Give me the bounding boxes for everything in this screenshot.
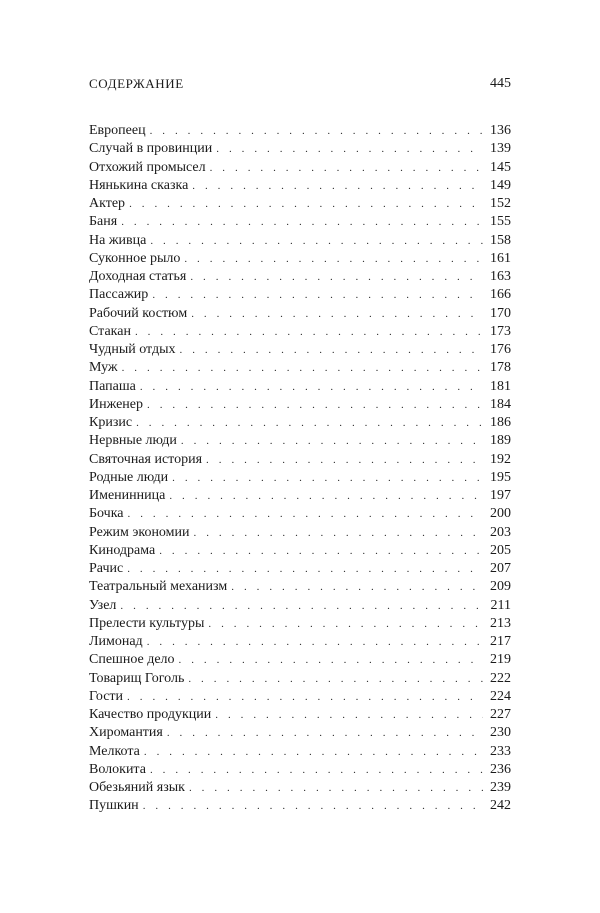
toc-entry-page: 242 bbox=[490, 798, 511, 814]
dot-leader bbox=[150, 761, 483, 779]
toc-entry bbox=[89, 396, 511, 414]
dot-leader bbox=[179, 651, 483, 669]
toc-entry bbox=[89, 232, 511, 250]
toc-entry bbox=[89, 451, 511, 469]
toc-entry-page: 219 bbox=[490, 652, 511, 668]
dot-leader bbox=[172, 469, 483, 487]
toc-entry-page: 205 bbox=[490, 542, 511, 558]
toc-entry bbox=[89, 560, 511, 578]
dot-leader bbox=[150, 122, 483, 140]
toc-entry-title: Прелести культуры bbox=[89, 615, 205, 631]
toc-entry-page: 195 bbox=[490, 469, 511, 485]
dot-leader bbox=[120, 597, 483, 615]
dot-leader bbox=[127, 688, 483, 706]
toc-entry-page: 222 bbox=[490, 670, 511, 686]
toc-entry bbox=[89, 268, 511, 286]
toc-entry-page: 178 bbox=[490, 360, 511, 376]
dot-leader bbox=[231, 578, 483, 596]
dot-leader bbox=[127, 560, 483, 578]
toc-entry-title: Хиромантия bbox=[89, 725, 163, 741]
toc-entry bbox=[89, 341, 511, 359]
toc-entry-page: 203 bbox=[490, 524, 511, 540]
toc-entry-page: 186 bbox=[490, 415, 511, 430]
toc-entry-page: 161 bbox=[490, 250, 511, 266]
dot-leader bbox=[147, 633, 483, 651]
toc-entry-title: Спешное дело bbox=[89, 652, 175, 668]
toc-entry bbox=[89, 597, 511, 615]
toc-entry-page: 236 bbox=[490, 761, 511, 777]
toc-entry-title: Актер bbox=[89, 196, 126, 211]
toc-entry-page: 217 bbox=[490, 634, 511, 649]
toc-entry-page: 200 bbox=[490, 506, 511, 522]
dot-leader bbox=[152, 286, 483, 304]
toc-entry-title: Святочная история bbox=[89, 451, 203, 467]
toc-entry bbox=[89, 779, 511, 797]
toc-entry bbox=[89, 797, 511, 815]
toc-entry-page: 163 bbox=[490, 269, 511, 284]
toc-entry-title: Узел bbox=[89, 597, 117, 613]
dot-leader bbox=[136, 414, 483, 432]
dot-leader bbox=[128, 505, 483, 523]
toc-entry bbox=[89, 688, 511, 706]
toc-entry-title: Рабочий костюм bbox=[89, 305, 188, 321]
dot-leader bbox=[122, 359, 483, 377]
toc-entry-page: 181 bbox=[490, 378, 511, 394]
dot-leader bbox=[129, 195, 483, 213]
dot-leader bbox=[140, 378, 483, 396]
dot-leader bbox=[189, 779, 483, 797]
toc-entry-title: Товарищ Гоголь bbox=[89, 670, 185, 686]
dot-leader bbox=[216, 140, 483, 158]
dot-leader bbox=[215, 706, 483, 724]
dot-leader bbox=[144, 743, 483, 761]
toc-entry-page: 170 bbox=[490, 305, 511, 321]
dot-leader bbox=[206, 451, 483, 469]
toc-entry bbox=[89, 670, 511, 688]
dot-leader bbox=[159, 542, 483, 560]
toc-entry-title: Стакан bbox=[89, 323, 131, 339]
dot-leader bbox=[191, 305, 483, 323]
toc-entry bbox=[89, 378, 511, 396]
dot-leader bbox=[150, 232, 483, 250]
toc-entry bbox=[89, 305, 511, 323]
toc-entry-title: Кинодрама bbox=[89, 542, 156, 558]
toc-entry-title: Бочка bbox=[89, 506, 124, 522]
dot-leader bbox=[147, 396, 483, 414]
toc-entry bbox=[89, 633, 511, 651]
toc-entry-title: Рачис bbox=[89, 561, 124, 576]
toc-entry-page: 207 bbox=[490, 561, 511, 576]
toc-entry bbox=[89, 286, 511, 304]
dot-leader bbox=[188, 670, 483, 688]
toc-entry-title: Пушкин bbox=[89, 798, 139, 814]
toc-entry-title: Нервные люди bbox=[89, 433, 177, 449]
toc-entry-page: 230 bbox=[490, 725, 511, 741]
toc-entry bbox=[89, 524, 511, 542]
toc-entry bbox=[89, 195, 511, 213]
dot-leader bbox=[210, 159, 483, 177]
toc-entry-title: Чудный отдых bbox=[89, 342, 176, 357]
toc-entry-page: 227 bbox=[490, 707, 511, 722]
toc-entry bbox=[89, 469, 511, 487]
toc-entry-title: Суконное рыло bbox=[89, 250, 181, 266]
toc-entry-title: Режим экономии bbox=[89, 524, 190, 540]
toc-entry bbox=[89, 414, 511, 432]
toc-entry bbox=[89, 487, 511, 505]
toc-entry bbox=[89, 743, 511, 761]
toc-entry-page: 149 bbox=[490, 177, 511, 193]
dot-leader bbox=[121, 213, 483, 231]
toc-entry-title: На живца bbox=[89, 232, 147, 248]
dot-leader bbox=[135, 323, 483, 341]
toc-entry-title: Пассажир bbox=[89, 287, 149, 303]
toc-entry-page: 224 bbox=[490, 688, 511, 704]
toc-entry-title: Мелкота bbox=[89, 743, 140, 759]
toc-entry-page: 197 bbox=[490, 488, 511, 503]
toc-entry bbox=[89, 159, 511, 177]
toc-entry bbox=[89, 578, 511, 596]
dot-leader bbox=[194, 524, 483, 542]
dot-leader bbox=[181, 432, 483, 450]
toc-entry bbox=[89, 213, 511, 231]
toc-entry-page: 136 bbox=[490, 123, 511, 138]
dot-leader bbox=[167, 724, 483, 742]
toc-entry-title: Волокита bbox=[89, 761, 146, 777]
toc-entry-title: Кризис bbox=[89, 415, 133, 430]
toc-entry bbox=[89, 323, 511, 341]
toc-entry-page: 158 bbox=[490, 232, 511, 248]
toc-entry-title: Баня bbox=[89, 214, 118, 230]
toc-entry-page: 192 bbox=[490, 451, 511, 467]
toc-entry-page: 211 bbox=[490, 597, 511, 613]
toc-entry bbox=[89, 615, 511, 633]
toc-entry-title: Доходная статья bbox=[89, 269, 187, 284]
toc-entry-title: Муж bbox=[89, 360, 118, 376]
toc-entry bbox=[89, 706, 511, 724]
toc-entry-title: Инженер bbox=[89, 396, 144, 412]
toc-entry bbox=[89, 359, 511, 377]
toc-entry-title: Обезьяний язык bbox=[89, 780, 185, 795]
toc-entry bbox=[89, 177, 511, 195]
toc-entry-page: 173 bbox=[490, 323, 511, 339]
toc-entry-title: Папаша bbox=[89, 378, 136, 394]
toc-entry-title: Отхожий промысел bbox=[89, 159, 206, 175]
toc-entry bbox=[89, 250, 511, 268]
toc-entry-page: 139 bbox=[490, 141, 511, 157]
toc-entry bbox=[89, 140, 511, 158]
toc-entry-title: Гости bbox=[89, 688, 124, 704]
toc-entry-title: Театральный механизм bbox=[89, 579, 228, 595]
toc-entry-page: 145 bbox=[490, 159, 511, 175]
toc-entry-page: 152 bbox=[490, 196, 511, 211]
dot-leader bbox=[143, 797, 483, 815]
toc-entry bbox=[89, 724, 511, 742]
toc-entry-title: Качество продукции bbox=[89, 707, 212, 722]
toc-entry-title: Случай в провинции bbox=[89, 141, 213, 157]
toc-entry-page: 233 bbox=[490, 743, 511, 759]
toc-entry-title: Именинница bbox=[89, 488, 166, 503]
toc-entry-page: 239 bbox=[490, 780, 511, 795]
toc-entry bbox=[89, 761, 511, 779]
dot-leader bbox=[184, 250, 483, 268]
toc-entry-page: 176 bbox=[490, 342, 511, 357]
toc-entry bbox=[89, 651, 511, 669]
toc-entry-title: Нянькина сказка bbox=[89, 177, 189, 193]
toc-entry-page: 166 bbox=[490, 287, 511, 303]
dot-leader bbox=[190, 268, 483, 286]
toc-entry-title: Лимонад bbox=[89, 634, 143, 649]
toc-entry-page: 209 bbox=[490, 579, 511, 595]
toc-entry bbox=[89, 505, 511, 523]
toc-entry-page: 213 bbox=[490, 615, 511, 631]
dot-leader bbox=[208, 615, 483, 633]
dot-leader bbox=[192, 177, 483, 195]
toc-entry-page: 155 bbox=[490, 214, 511, 230]
toc-entry bbox=[89, 432, 511, 450]
toc-entry-page: 184 bbox=[490, 396, 511, 412]
page-header bbox=[89, 76, 511, 98]
dot-leader bbox=[180, 341, 483, 359]
toc-entry-title: Европеец bbox=[89, 123, 146, 138]
running-title: СОДЕРЖАНИЕ bbox=[89, 76, 184, 91]
toc-entry-page: 189 bbox=[490, 433, 511, 449]
table-of-contents bbox=[89, 122, 511, 816]
page-number: 445 bbox=[490, 76, 511, 91]
toc-entry bbox=[89, 122, 511, 140]
toc-entry bbox=[89, 542, 511, 560]
toc-entry-title: Родные люди bbox=[89, 469, 169, 485]
dot-leader bbox=[169, 487, 483, 505]
